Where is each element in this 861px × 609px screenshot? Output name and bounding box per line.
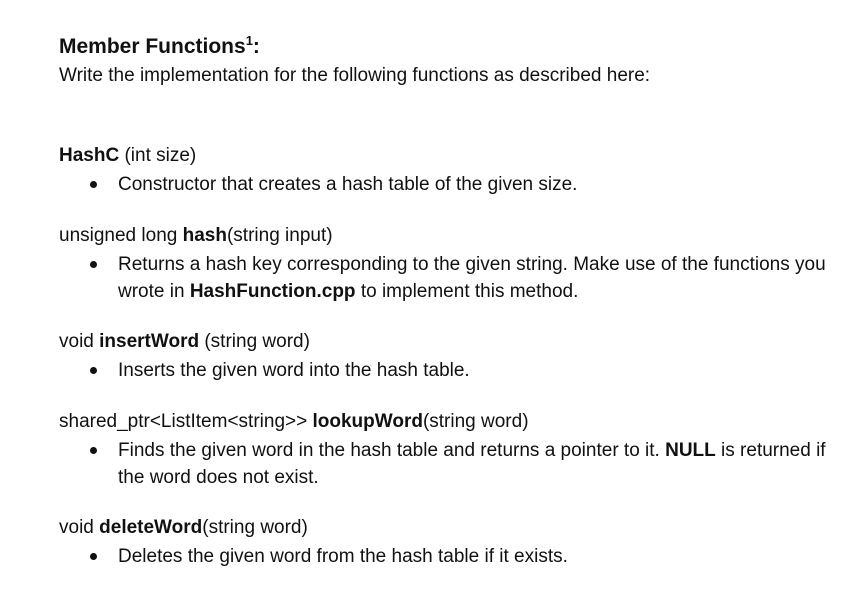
description-tail: is returned if the word does not exist. bbox=[118, 440, 826, 488]
function-name: insertWord bbox=[99, 331, 200, 352]
description-bold: NULL bbox=[665, 440, 716, 461]
description-text: Returns a hash key corresponding to the given string. Make use of the functions you wrote in bbox=[118, 254, 826, 302]
function-description bbox=[59, 543, 849, 570]
function-lookupword bbox=[59, 410, 849, 491]
function-name: hash bbox=[182, 225, 227, 246]
footnote-marker: 1 bbox=[245, 33, 253, 48]
heading-colon: : bbox=[252, 35, 260, 58]
section-heading bbox=[59, 34, 260, 60]
function-signature bbox=[59, 516, 849, 540]
function-signature bbox=[59, 144, 849, 168]
intro-text: Write the implementation for the following functions as described here: bbox=[59, 65, 651, 86]
function-insertword bbox=[59, 330, 849, 384]
bullet-icon bbox=[90, 367, 97, 374]
description-tail: to implement this method. bbox=[355, 281, 579, 302]
function-name: lookupWord bbox=[312, 411, 423, 432]
signature-prefix: shared_ptr<ListItem<string>> bbox=[59, 411, 313, 432]
function-description bbox=[59, 251, 849, 305]
bullet-icon bbox=[90, 553, 97, 560]
signature-prefix: void bbox=[59, 517, 100, 538]
signature-prefix: unsigned long bbox=[59, 225, 183, 246]
function-description bbox=[59, 171, 849, 198]
description-text: Finds the given word in the hash table and returns a pointer to it. bbox=[118, 440, 666, 461]
bullet-icon bbox=[90, 261, 97, 268]
signature-params: (string word) bbox=[202, 517, 308, 538]
function-description bbox=[59, 357, 849, 384]
signature-params: (int size) bbox=[119, 145, 197, 166]
function-name: HashC bbox=[59, 145, 120, 166]
description-bold: HashFunction.cpp bbox=[189, 281, 356, 302]
bullet-icon bbox=[90, 447, 97, 454]
function-description bbox=[59, 437, 849, 491]
function-signature bbox=[59, 224, 849, 248]
signature-params: (string input) bbox=[226, 225, 333, 246]
signature-params: (string word) bbox=[422, 411, 529, 432]
function-hash bbox=[59, 224, 849, 305]
signature-prefix: void bbox=[59, 331, 100, 352]
heading-text: Member Functions bbox=[59, 35, 246, 58]
function-name: deleteWord bbox=[99, 517, 203, 538]
signature-params: (string word) bbox=[199, 331, 310, 352]
description-text: Deletes the given word from the hash table if it exists. bbox=[118, 546, 568, 567]
function-hashc bbox=[59, 144, 849, 198]
description-text: Constructor that creates a hash table of the given size. bbox=[118, 174, 578, 195]
description-text: Inserts the given word into the hash table. bbox=[118, 360, 470, 381]
function-deleteword bbox=[59, 516, 849, 570]
function-signature bbox=[59, 410, 849, 434]
bullet-icon bbox=[90, 181, 97, 188]
function-signature bbox=[59, 330, 849, 354]
